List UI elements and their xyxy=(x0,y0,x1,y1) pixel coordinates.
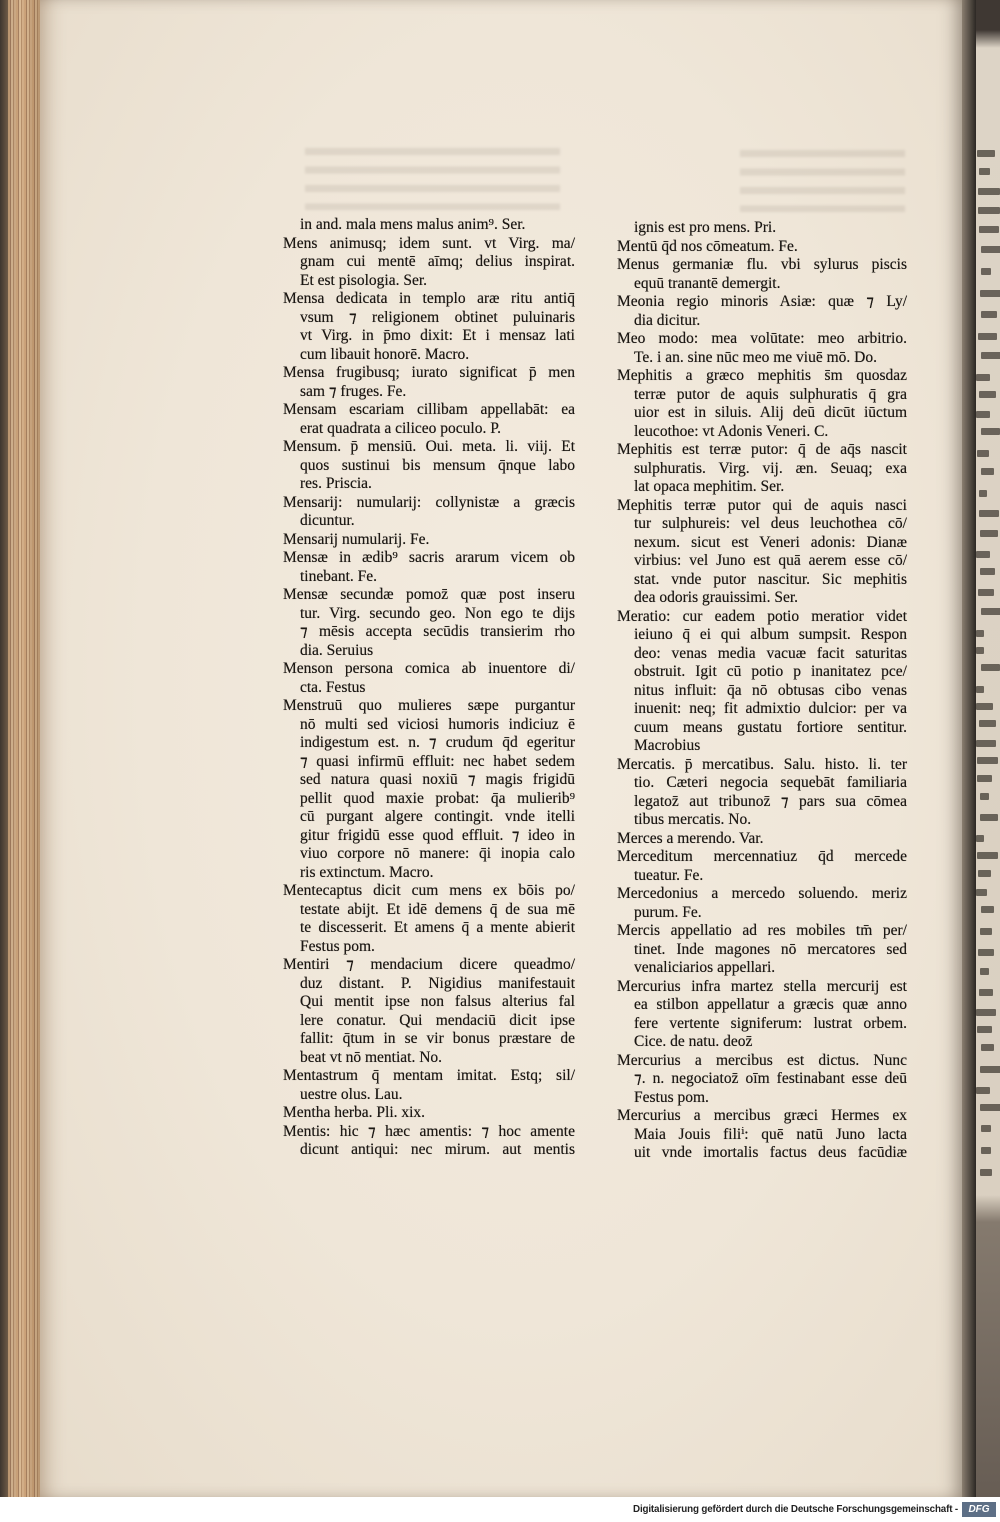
dictionary-line: purum. Fe. xyxy=(634,903,702,921)
adjacent-page-text-fragment xyxy=(976,1087,990,1094)
dictionary-entry xyxy=(283,1067,575,1104)
dictionary-entry xyxy=(617,978,907,1052)
adjacent-page-text-fragment xyxy=(979,490,987,497)
dictionary-line: dia. Seruius xyxy=(300,641,374,659)
dictionary-entry xyxy=(283,364,575,401)
dictionary-entry xyxy=(617,830,907,849)
adjacent-page-text-fragment xyxy=(981,1147,991,1154)
adjacent-page-text-fragment xyxy=(976,374,990,381)
dictionary-entry xyxy=(617,497,907,608)
dictionary-line: viuo corpore nō manere: q̄i inopia calo xyxy=(300,845,575,862)
dictionary-line: Cice. de natu. deoz̄ xyxy=(634,1033,753,1050)
entry-headline: Mephitis terræ putor qui de aquis nasci xyxy=(617,496,907,514)
adjacent-page-text-fragment xyxy=(979,391,996,398)
entry-headline: Mentū q̄d nos cōmeatum. Fe. xyxy=(617,237,798,255)
dictionary-line: equū tranantē demergit. xyxy=(634,274,781,292)
dictionary-line: cum libauit honorē. Macro. xyxy=(300,345,470,363)
dictionary-entry xyxy=(617,256,907,293)
dictionary-entry xyxy=(617,293,907,330)
dictionary-line: uit vnde imortalis factus deus facūdiæ xyxy=(634,1144,907,1161)
dfg-logo: DFG xyxy=(962,1502,996,1517)
adjacent-page-text-fragment xyxy=(981,608,1000,615)
gutter-shadow xyxy=(962,0,976,1497)
entry-headline: Mensam escariam cillibam appellabāt: ea xyxy=(283,401,575,418)
dictionary-line: terræ putor de aquis sulphuratis q̄ gra xyxy=(634,385,907,403)
dictionary-line: tur. Virg. secundo geo. Non ego te dijs xyxy=(300,604,575,622)
adjacent-page-text-fragment xyxy=(981,664,1000,671)
adjacent-page-text-fragment xyxy=(979,226,999,233)
dictionary-line: erat quadrata a ciliceo poculo. P. xyxy=(300,419,501,437)
dictionary-line: tueatur. Fe. xyxy=(634,866,704,884)
dictionary-entry xyxy=(617,367,907,441)
adjacent-page-text-fragment xyxy=(976,686,984,693)
dictionary-entry xyxy=(617,922,907,978)
adjacent-page-text-fragment xyxy=(980,568,995,575)
dictionary-line: gnam cui mentē aīmq; delius inspirat. xyxy=(300,253,575,270)
dictionary-line: lere conatur. Qui mendaciū dicit ipse xyxy=(300,1011,575,1029)
dictionary-entry xyxy=(283,438,575,494)
adjacent-page-text-fragment xyxy=(979,510,999,517)
digitization-footer xyxy=(0,1497,1000,1522)
dictionary-entry xyxy=(617,330,907,367)
dictionary-line: indigestum est. n. ⁊ crudum q̄d egeritur xyxy=(300,734,575,751)
adjacent-page-text-fragment xyxy=(978,949,994,956)
dictionary-line: quos sustinui bis mensum q̄nque labo xyxy=(300,456,575,474)
dictionary-line: ⁊. n. negociatoz̄ oīm festinabant esse deū xyxy=(634,1070,907,1087)
entry-headline: Menson persona comica ab inuentore di/ xyxy=(283,660,575,677)
dictionary-line: venaliciarios appellari. xyxy=(634,959,776,976)
adjacent-page-text-fragment xyxy=(976,551,990,558)
dictionary-line: tibus mercatis. No. xyxy=(634,811,752,828)
dictionary-line: vsum ⁊ religionem obtinet puluinaris xyxy=(300,308,575,326)
dictionary-line: cta. Festus xyxy=(300,678,366,696)
entry-headline: Meo modo: mea volūtate: meo arbitrio. xyxy=(617,330,907,347)
dictionary-line: obstruit. Igit cū potio p inanitatez pce/ xyxy=(634,663,907,680)
entry-headline: Mentastrum q̄ mentam imitat. Estq; sil/ xyxy=(283,1067,575,1084)
adjacent-page-edge xyxy=(976,0,1000,1497)
dictionary-line: ⁊ mēsis accepta secūdis transierim rho xyxy=(300,623,575,640)
dictionary-line: uior est in siluis. Alij deū dicūt iūctum xyxy=(634,404,907,421)
entry-headline: Mentiri ⁊ mendacium dicere queadmo/ xyxy=(283,956,575,973)
dictionary-line: nexum. sicut est Veneri adonis: Dianæ xyxy=(634,533,907,551)
adjacent-page-text-fragment xyxy=(977,1026,992,1033)
continued-entry xyxy=(283,216,575,235)
dictionary-line: legatoz̄ aut tribunoz̄ ⁊ pars sua cōmea xyxy=(634,792,907,810)
entry-headline: Mercurius a mercibus est dictus. Nunc xyxy=(617,1051,907,1069)
dictionary-line: in and. mala mens malus anim⁹. Ser. xyxy=(300,216,526,233)
dictionary-line: dicunt antiqui: nec mirum. aut mentis xyxy=(300,1141,575,1158)
entry-headline: Meonia regio minoris Asiæ: quæ ⁊ Ly/ xyxy=(617,293,907,310)
dictionary-line: tinet. Inde magones nō mercatores sed xyxy=(634,940,907,958)
adjacent-page-text-fragment xyxy=(978,589,994,596)
adjacent-page-text-fragment xyxy=(980,1169,992,1176)
dictionary-entry xyxy=(617,608,907,756)
dictionary-entry xyxy=(283,882,575,956)
adjacent-page-text-fragment xyxy=(981,428,1000,435)
entry-headline: Mercedonius a mercedo soluendo. meriz xyxy=(617,885,907,902)
adjacent-page-text-fragment xyxy=(980,793,989,800)
dictionary-line: ignis est pro mens. Pri. xyxy=(634,219,777,236)
adjacent-page-text-fragment xyxy=(977,852,998,859)
dictionary-line: dia dicitur. xyxy=(634,311,701,329)
adjacent-page-text-fragment xyxy=(976,630,984,637)
adjacent-page-text-fragment xyxy=(979,720,996,727)
dictionary-line: sam ⁊ fruges. Fe. xyxy=(300,382,407,400)
adjacent-page-text-fragment xyxy=(978,188,1000,195)
entry-headline: Mercurius infra martez stella mercurij est xyxy=(617,977,907,995)
adjacent-page-text-fragment xyxy=(977,150,995,157)
dictionary-line: ris extinctum. Macro. xyxy=(300,863,434,881)
dictionary-line: ieiuno q̄ ei qui album sumpsit. Respon xyxy=(634,626,907,643)
entry-headline: Menus germaniæ flu. vbi sylurus piscis xyxy=(617,256,907,273)
dictionary-entry xyxy=(617,1107,907,1163)
dictionary-entry xyxy=(283,586,575,660)
entry-headline: Mephitis a græco mephitis s̄m quosdaz xyxy=(617,367,907,384)
dictionary-line: cuum means gustatu fortiore sentitur. xyxy=(634,718,907,736)
dictionary-line: ⁊ quasi infirmū effluit: nec habet sedem xyxy=(300,752,575,770)
dictionary-entry xyxy=(283,494,575,531)
dictionary-line: ea stilbon appellatur a græcis quæ anno xyxy=(634,996,907,1013)
dictionary-entry xyxy=(283,290,575,364)
dictionary-entry xyxy=(283,401,575,438)
adjacent-page-text-fragment xyxy=(981,268,991,275)
entry-headline: Merces a merendo. Var. xyxy=(617,829,764,847)
dictionary-line: Qui mentit ipse non falsus alterius fal xyxy=(300,993,575,1010)
dictionary-line: Macrobius xyxy=(634,737,701,754)
entry-headline: Mensum. p̄ mensiū. Oui. meta. li. viij. Et xyxy=(283,438,575,455)
dictionary-entry xyxy=(283,235,575,291)
dictionary-line: Maia Jouis filiⁱ: quē natū Juno lacta xyxy=(634,1125,907,1143)
adjacent-page-text-fragment xyxy=(976,411,990,418)
entry-headline: Mentecaptus dicit cum mens ex bōis po/ xyxy=(283,882,575,899)
adjacent-page-text-fragment xyxy=(980,1066,1000,1073)
dictionary-line: Festus pom. xyxy=(300,937,375,955)
left-text-column xyxy=(283,216,575,1160)
dictionary-entry xyxy=(617,885,907,922)
entry-headline: Mercurius a mercibus græci Hermes ex xyxy=(617,1107,907,1124)
right-text-column xyxy=(617,219,907,1163)
entry-headline: Mercatis. p̄ mercatibus. Salu. histo. li. ter xyxy=(617,755,907,773)
dictionary-line: deo: venas media vacuæ facit saturitas xyxy=(634,644,907,662)
dictionary-line: sed natura quasi noxiū ⁊ magis frigidū xyxy=(300,771,575,788)
adjacent-page-text-fragment xyxy=(980,530,998,537)
adjacent-page-text-fragment xyxy=(981,468,994,475)
adjacent-page-text-fragment xyxy=(980,814,998,821)
adjacent-page-text-fragment xyxy=(979,989,993,996)
dictionary-line: uestre olus. Lau. xyxy=(300,1085,403,1103)
dictionary-line: lat opaca mephitim. Ser. xyxy=(634,478,785,495)
dictionary-entry xyxy=(283,1104,575,1123)
dictionary-entry xyxy=(283,697,575,882)
dictionary-line: sulphuratis. Virg. vij. æn. Seuaq; exa xyxy=(634,459,907,477)
adjacent-page-text-fragment xyxy=(978,207,1000,214)
dictionary-entry xyxy=(617,756,907,830)
adjacent-page-text-fragment xyxy=(981,1125,991,1132)
adjacent-page-text-fragment xyxy=(976,1009,996,1016)
entry-headline: Mensarij: numularij: collynistæ a græcis xyxy=(283,493,575,511)
dictionary-line: vt Virg. in p̄mo dixit: Et i mensaz lati xyxy=(300,327,575,344)
dictionary-line: cū purgant algere contingit. vnde itelli xyxy=(300,808,575,825)
entry-headline: Mentha herba. Pli. xix. xyxy=(283,1104,426,1121)
adjacent-page-text-fragment xyxy=(976,889,987,896)
entry-headline: Mensæ secundæ pomoz̄ quæ post inseru xyxy=(283,586,575,603)
dictionary-line: res. Priscia. xyxy=(300,475,372,492)
dictionary-line: beat vt nō mentiat. No. xyxy=(300,1048,443,1066)
adjacent-page-text-fragment xyxy=(978,870,991,877)
show-through-left xyxy=(305,148,560,210)
show-through-right xyxy=(740,150,905,212)
adjacent-page-text-fragment xyxy=(980,290,1000,297)
dictionary-line: duz distant. P. Nigidius manifestauit xyxy=(300,974,575,992)
dictionary-line: dea odoris grauissimi. Ser. xyxy=(634,589,799,606)
dictionary-line: testate abijt. Et idē demens q̄ de sua mē xyxy=(300,900,575,918)
dictionary-line: tio. Cæteri negocia sequebāt familiaria xyxy=(634,774,907,791)
dictionary-entry xyxy=(617,238,907,257)
entry-headline: Mentis: hic ⁊ hæc amentis: ⁊ hoc amente xyxy=(283,1122,575,1140)
dictionary-line: stat. vnde putor nascitur. Sic mephitis xyxy=(634,570,907,588)
page-stack-edges xyxy=(8,0,42,1497)
dictionary-line: tur sulphureis: vel deus leuchothea cō/ xyxy=(634,515,907,532)
dictionary-line: te discesserit. Et amens q̄ a mente abierit xyxy=(300,919,575,936)
dictionary-line: leucothoe: vt Adonis Veneri. C. xyxy=(634,422,829,440)
entry-headline: Mens animusq; idem sunt. vt Virg. ma/ xyxy=(283,234,575,252)
adjacent-page-text-fragment xyxy=(980,928,992,935)
entry-headline: Mercis appellatio ad res mobiles tm̄ per/ xyxy=(617,922,907,939)
entry-headline: Merceditum mercennatiuz q̄d mercede xyxy=(617,848,907,865)
adjacent-page-text-fragment xyxy=(980,1104,1000,1111)
dictionary-line: Te. i an. sine nūc meo me viuē mō. Do. xyxy=(634,348,877,366)
dictionary-line: nitus influit: q̄a nō obtusas cibo venas xyxy=(634,681,907,699)
adjacent-page-text-fragment xyxy=(977,450,989,457)
adjacent-page-text-fragment xyxy=(976,647,984,654)
dictionary-entry xyxy=(283,956,575,1067)
adjacent-page-text-fragment xyxy=(980,968,989,975)
adjacent-page-text-fragment xyxy=(981,1044,994,1051)
adjacent-page-text-fragment xyxy=(977,775,992,782)
entry-headline: Meratio: cur eadem potio meratior videt xyxy=(617,607,907,625)
adjacent-page-text-fragment xyxy=(981,906,994,913)
adjacent-page-text-fragment xyxy=(981,352,1000,359)
dictionary-line: fallit: q̄tum in se vir bonus præstare de xyxy=(300,1030,575,1047)
entry-headline: Mephitis est terræ putor: q̄ de aq̄s nascit xyxy=(617,441,907,458)
dictionary-entry xyxy=(283,531,575,550)
funding-notice: Digitalisierung gefördert durch die Deutsche Forschungsgemeinschaft - xyxy=(633,1504,958,1515)
dictionary-line: pellit quod maxie probat: q̄a mulierib⁹ xyxy=(300,789,575,807)
book-edge-shadow xyxy=(0,0,8,1497)
entry-headline: Mensa dedicata in templo aræ ritu antiq̄ xyxy=(283,290,575,307)
adjacent-page-text-fragment xyxy=(981,246,1000,253)
dictionary-entry xyxy=(283,660,575,697)
continued-entry xyxy=(617,219,907,238)
dictionary-line: virbius: vel Juno est quā aerem esse cō/ xyxy=(634,552,907,569)
adjacent-page-text-fragment xyxy=(979,168,990,175)
dictionary-entry xyxy=(283,1123,575,1160)
entry-headline: Mensæ in ædib⁹ sacris ararum vicem ob xyxy=(283,549,575,566)
dictionary-line: gitur frigidū esse quod effluit. ⁊ ideo in xyxy=(300,826,575,844)
dictionary-entry xyxy=(617,848,907,885)
dictionary-line: Festus pom. xyxy=(634,1088,709,1106)
dictionary-line: fere vertente signiferum: lustrat orbem. xyxy=(634,1014,907,1032)
adjacent-page-text-fragment xyxy=(976,835,984,842)
entry-headline: Mensa frugibusq; iurato significat p̄ men xyxy=(283,364,575,381)
adjacent-page-text-fragment xyxy=(978,333,997,340)
entry-headline: Mensarij numularij. Fe. xyxy=(283,530,430,548)
dictionary-line: nō multi sed viciosi humoris indiciuz ē xyxy=(300,715,575,733)
dictionary-line: inuenit: neq; fit admixtio dulcior: per va xyxy=(634,700,907,717)
adjacent-page-text-fragment xyxy=(981,311,997,318)
dictionary-line: Et est pisologia. Ser. xyxy=(300,271,428,289)
adjacent-page-text-fragment xyxy=(976,703,993,710)
entry-headline: Menstruū quo mulieres sæpe purgantur xyxy=(283,697,575,714)
dictionary-entry xyxy=(617,1052,907,1108)
dictionary-entry xyxy=(283,549,575,586)
adjacent-page-text-fragment xyxy=(977,757,998,764)
adjacent-page-text-fragment xyxy=(976,740,996,747)
dictionary-entry xyxy=(617,441,907,497)
dictionary-line: tinebant. Fe. xyxy=(300,567,378,585)
dictionary-line: dicuntur. xyxy=(300,512,355,529)
